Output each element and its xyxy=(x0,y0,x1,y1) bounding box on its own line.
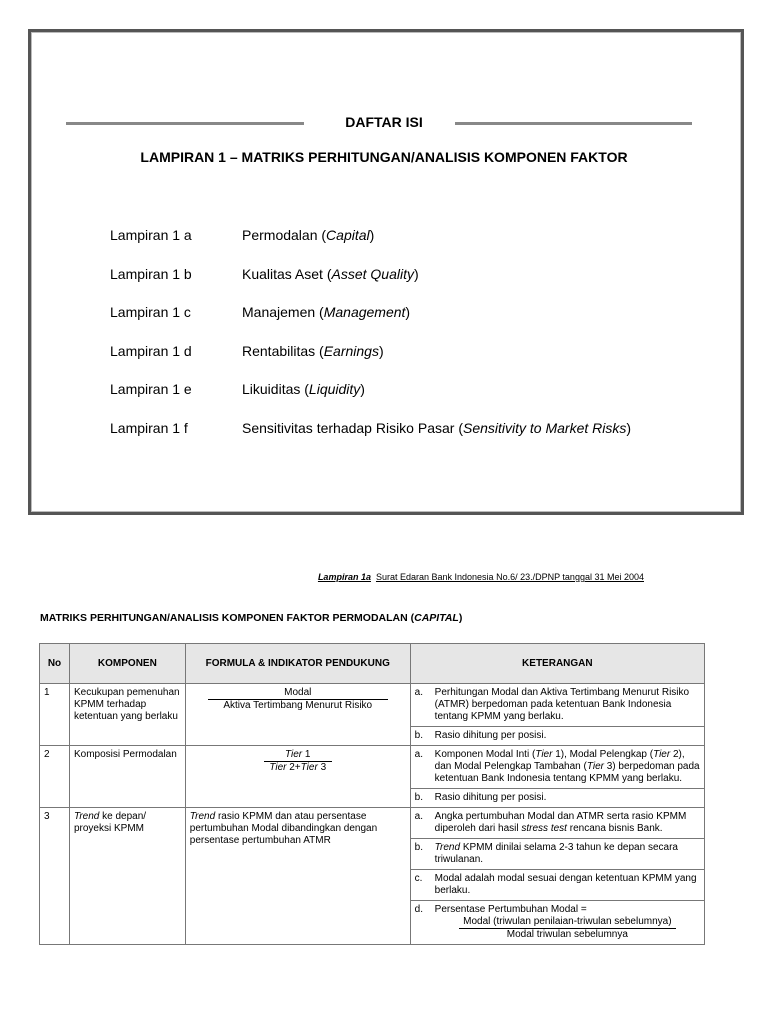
toc-item-label: Lampiran 1 a xyxy=(110,227,192,243)
header-formula: FORMULA & INDIKATOR PENDUKUNG xyxy=(185,644,410,684)
row-formula: Trend rasio KPMM dan atau persentase pertumbuhan Modal dibandingkan dengan persentase pertumbuhan ATMR xyxy=(185,808,410,945)
row-komponen: Komposisi Permodalan xyxy=(69,746,185,808)
row-keterangan xyxy=(410,746,704,808)
toc-item-label: Lampiran 1 c xyxy=(110,304,191,320)
toc-subtitle: LAMPIRAN 1 – MATRIKS PERHITUNGAN/ANALISIS KOMPONEN FAKTOR xyxy=(140,149,628,165)
table-row xyxy=(40,808,705,945)
toc-title: DAFTAR ISI xyxy=(345,114,423,130)
row-keterangan xyxy=(410,808,704,945)
toc-item-label: Lampiran 1 d xyxy=(110,343,192,359)
row-keterangan xyxy=(410,684,704,746)
reference-line: Lampiran 1a Surat Edaran Bank Indonesia No.6/ 23./DPNP tanggal 31 Mei 2004 xyxy=(317,572,644,582)
note-item: d. Persentase Pertumbuhan Modal = Modal (triwulan penilaian-triwulan sebelumnya) Modal triwulan sebelumnya xyxy=(411,901,704,944)
note-item: b. Rasio dihitung per posisi. xyxy=(414,792,547,803)
table-header-row xyxy=(40,644,705,684)
header-keterangan: KETERANGAN xyxy=(410,644,704,684)
matrix-heading: MATRIKS PERHITUNGAN/ANALISIS KOMPONEN FAKTOR PERMODALAN (CAPITAL) xyxy=(40,612,463,624)
capital-matrix-table xyxy=(39,643,705,945)
note-item: a. Angka pertumbuhan Modal dan ATMR serta rasio KPMM diperoleh dari hasil stress test rencana bisnis Bank. xyxy=(411,808,704,839)
toc-item-label: Lampiran 1 e xyxy=(110,381,192,397)
note-item: b. Trend KPMM dinilai selama 2-3 tahun ke depan secara triwulanan. xyxy=(411,839,704,870)
row-no: 2 xyxy=(40,746,70,808)
growth-fraction: Modal (triwulan penilaian-triwulan sebelumnya) Modal triwulan sebelumnya xyxy=(435,916,700,941)
row-no: 1 xyxy=(40,684,70,746)
note-item: a. Komponen Modal Inti (Tier 1), Modal Pelengkap (Tier 2), dan Modal Pelengkap Tambahan (Tier 3) berpedoman pada ketentuan Bank Indonesia tentang KPMM yang berlaku. xyxy=(411,746,704,789)
row-komponen: Trend ke depan/ proyeksi KPMM xyxy=(69,808,185,945)
toc-item-text: Manajemen (Management) xyxy=(242,304,411,320)
toc-item-label: Lampiran 1 f xyxy=(110,420,188,436)
row-formula xyxy=(185,746,410,808)
header-no: No xyxy=(40,644,70,684)
note-item: a. Perhitungan Modal dan Aktiva Tertimbang Menurut Risiko (ATMR) berpedoman pada ketentuan Bank Indonesia tentang KPMM yang berlaku. xyxy=(411,684,704,727)
header-komponen: KOMPONEN xyxy=(69,644,185,684)
toc-item-text: Permodalan (Capital) xyxy=(242,227,375,243)
table-row xyxy=(40,746,705,808)
toc-item-text: Rentabilitas (Earnings) xyxy=(242,343,384,359)
note-item: b. Rasio dihitung per posisi. xyxy=(414,730,547,741)
toc-item-text: Sensitivitas terhadap Risiko Pasar (Sensitivity to Market Risks) xyxy=(242,420,632,436)
row-no: 3 xyxy=(40,808,70,945)
row-komponen: Kecukupan pemenuhan KPMM terhadap ketentuan yang berlaku xyxy=(69,684,185,746)
toc-item-text: Kualitas Aset (Asset Quality) xyxy=(242,266,419,282)
toc-item-text: Likuiditas (Liquidity) xyxy=(242,381,365,397)
table-row xyxy=(40,684,705,746)
row-formula xyxy=(185,684,410,746)
toc-item-label: Lampiran 1 b xyxy=(110,266,192,282)
note-item: c. Modal adalah modal sesuai dengan ketentuan KPMM yang berlaku. xyxy=(411,870,704,901)
formula-fraction: Modal Aktiva Tertimbang Menurut Risiko xyxy=(190,687,406,712)
formula-fraction: Tier 1 Tier 2+Tier 3 xyxy=(190,749,406,774)
